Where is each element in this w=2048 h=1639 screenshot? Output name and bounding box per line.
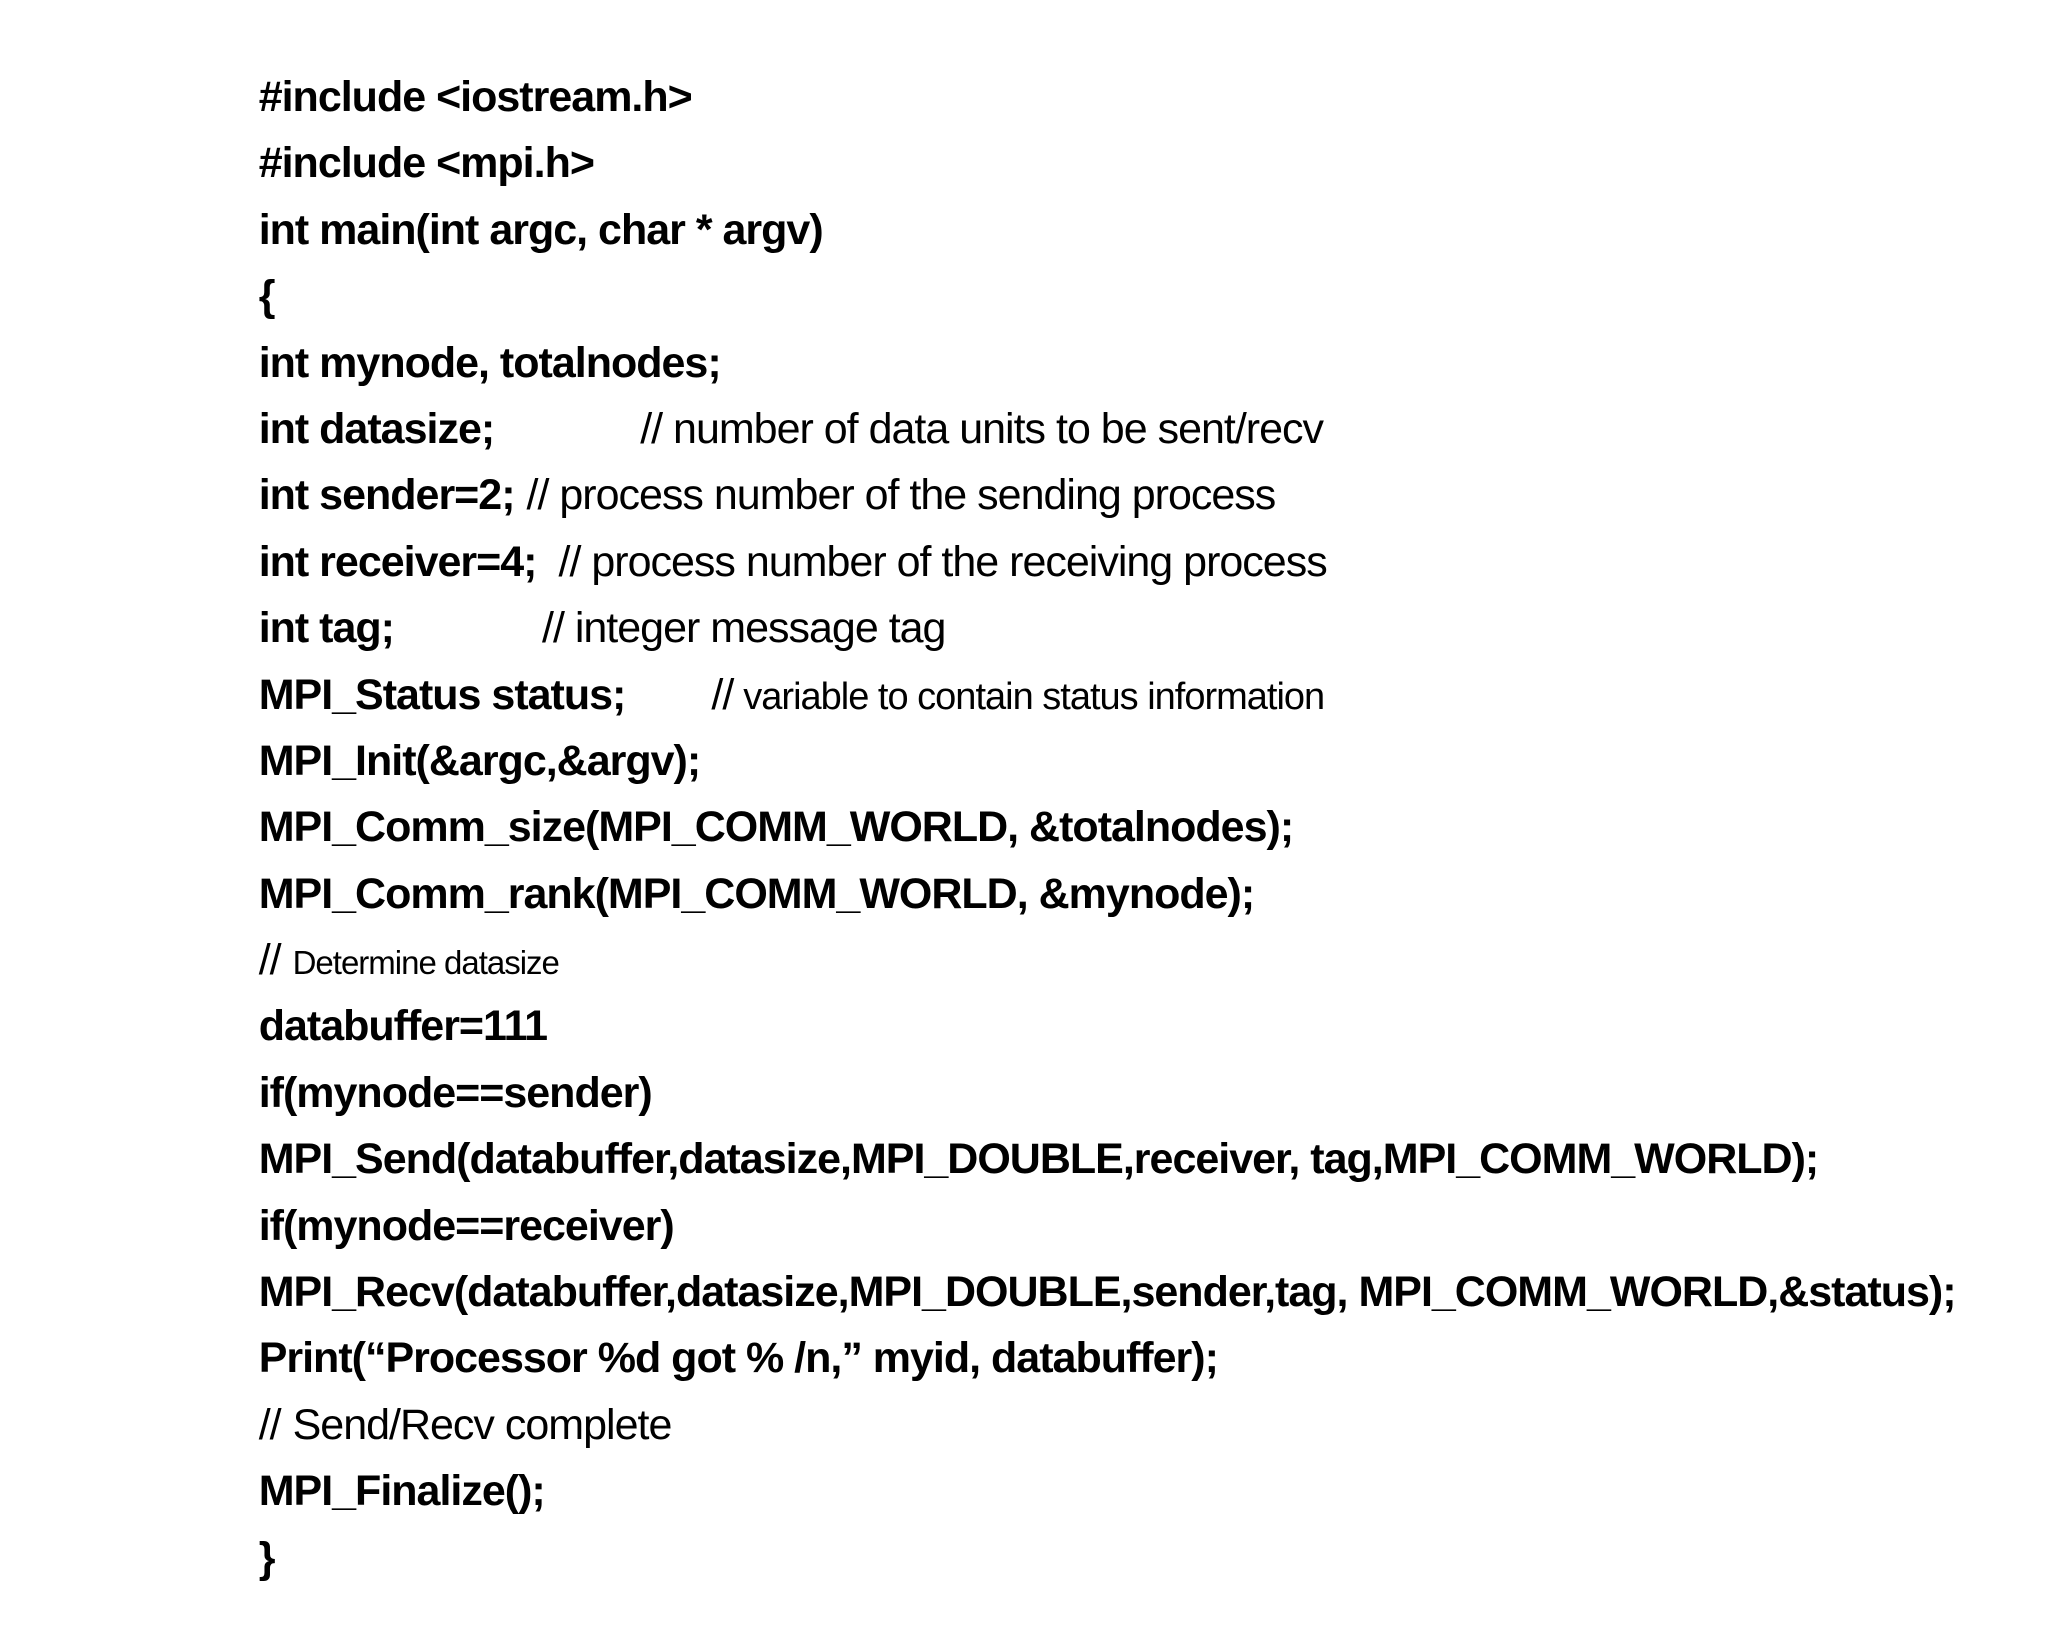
code-text: MPI_Comm_rank(MPI_COMM_WORLD, &mynode); xyxy=(258,869,1255,918)
code-text: MPI_Status status; xyxy=(258,670,626,719)
code-text: #include <iostream.h> xyxy=(258,73,692,121)
code-text: int main(int argc, char * argv) xyxy=(258,205,823,254)
code-text: { xyxy=(258,272,275,321)
code-comment-marker: // xyxy=(711,670,734,719)
code-text: MPI_Recv(databuffer,datasize,MPI_DOUBLE,sender,tag, MPI_COMM_WORLD,&status); xyxy=(258,1268,1956,1317)
code-text: Print(“Processor %d got % /n,” myid, databuffer); xyxy=(258,1334,1218,1383)
code-comment: // process number of the sending process xyxy=(526,471,1276,520)
code-text: MPI_Finalize(); xyxy=(258,1467,545,1516)
code-text: MPI_Comm_size(MPI_COMM_WORLD, &totalnodes); xyxy=(258,803,1294,852)
code-comment: variable to contain status information xyxy=(743,675,1325,718)
code-text: int tag; xyxy=(258,604,394,653)
code-comment-marker: // xyxy=(258,936,281,985)
code-text: int sender=2; xyxy=(258,471,515,520)
code-text: MPI_Send(databuffer,datasize,MPI_DOUBLE,receiver, tag,MPI_COMM_WORLD); xyxy=(258,1135,1819,1184)
code-text: } xyxy=(258,1533,275,1582)
code-text: int receiver=4; xyxy=(258,537,537,586)
code-comment: Send/Recv complete xyxy=(292,1400,672,1449)
code-line-include-iostream xyxy=(193,16,2033,121)
code-comment: // integer message tag xyxy=(542,604,946,653)
code-text: if(mynode==sender) xyxy=(258,1068,652,1117)
code-comment: // number of data units to be sent/recv xyxy=(640,404,1324,453)
code-comment: Determine datasize xyxy=(292,944,559,982)
code-text: int mynode, totalnodes; xyxy=(258,338,721,387)
code-comment-marker: // xyxy=(258,1400,281,1449)
code-listing xyxy=(193,16,2033,1582)
code-comment: // process number of the receiving process xyxy=(558,537,1327,586)
code-text: databuffer=111 xyxy=(258,1002,548,1051)
code-text: #include <mpi.h> xyxy=(258,139,594,188)
code-text: MPI_Init(&argc,&argv); xyxy=(258,736,701,785)
code-line-node-vars xyxy=(193,282,2033,387)
code-text: int datasize; xyxy=(258,404,495,453)
code-text: if(mynode==receiver) xyxy=(258,1201,674,1250)
